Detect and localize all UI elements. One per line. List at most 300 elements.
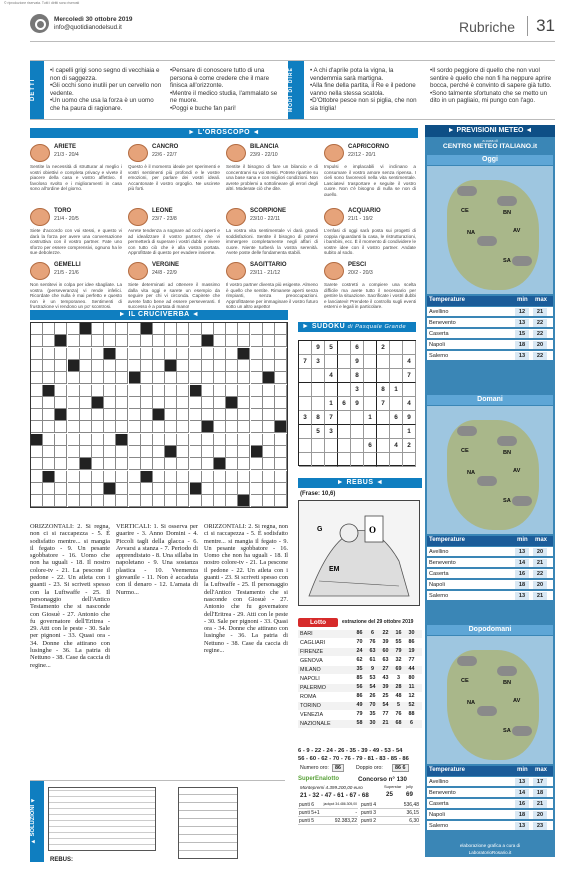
crossword-cell[interactable] [80,385,92,397]
crossword-cell[interactable] [214,385,226,397]
crossword-cell[interactable] [116,483,128,495]
crossword-cell[interactable] [251,434,263,446]
crossword-cell[interactable] [214,471,226,483]
crossword-cell[interactable] [238,471,250,483]
crossword-cell[interactable] [226,471,238,483]
crossword-cell[interactable] [275,335,287,347]
crossword-cell[interactable] [43,335,55,347]
crossword-cell[interactable] [177,385,189,397]
crossword-cell[interactable] [43,446,55,458]
crossword-cell[interactable] [214,483,226,495]
sudoku-cell[interactable] [390,355,403,369]
crossword-cell[interactable] [190,360,202,372]
crossword-cell[interactable] [165,458,177,470]
crossword-cell[interactable] [68,385,80,397]
crossword-cell[interactable] [80,372,92,384]
crossword-cell[interactable] [190,323,202,335]
crossword-cell[interactable] [238,397,250,409]
crossword-cell[interactable] [177,421,189,433]
crossword-cell[interactable] [92,372,104,384]
contact-email[interactable]: info@quotidianodelsud.it [54,24,122,31]
crossword-cell[interactable] [80,495,92,507]
crossword-cell[interactable] [202,471,214,483]
crossword-cell[interactable] [251,397,263,409]
crossword-cell[interactable] [263,385,275,397]
sudoku-cell[interactable] [377,355,390,369]
crossword-cell[interactable] [141,446,153,458]
crossword-cell[interactable] [202,360,214,372]
crossword-cell[interactable] [43,495,55,507]
crossword-cell[interactable] [31,372,43,384]
crossword-cell[interactable] [263,458,275,470]
crossword-cell[interactable] [226,495,238,507]
crossword-cell[interactable] [80,421,92,433]
crossword-cell[interactable] [177,397,189,409]
crossword-cell[interactable] [141,434,153,446]
crossword-cell[interactable] [68,323,80,335]
crossword-cell[interactable] [238,421,250,433]
crossword-cell[interactable] [129,397,141,409]
crossword-cell[interactable] [226,360,238,372]
crossword-cell[interactable] [251,421,263,433]
crossword-cell[interactable] [55,348,67,360]
sudoku-cell[interactable] [312,383,325,397]
sudoku-cell[interactable] [364,383,377,397]
crossword-cell[interactable] [263,335,275,347]
crossword-cell[interactable] [238,446,250,458]
crossword-cell[interactable] [214,360,226,372]
crossword-cell[interactable] [129,323,141,335]
crossword-cell[interactable] [129,360,141,372]
crossword-grid[interactable] [30,322,288,508]
crossword-cell[interactable] [190,397,202,409]
crossword-cell[interactable] [104,434,116,446]
crossword-cell[interactable] [263,323,275,335]
crossword-cell[interactable] [190,495,202,507]
crossword-cell[interactable] [141,495,153,507]
crossword-cell[interactable] [275,471,287,483]
crossword-cell[interactable] [202,385,214,397]
crossword-cell[interactable] [43,409,55,421]
crossword-cell[interactable] [31,409,43,421]
crossword-cell[interactable] [153,348,165,360]
crossword-cell[interactable] [177,409,189,421]
crossword-cell[interactable] [275,397,287,409]
crossword-cell[interactable] [68,372,80,384]
crossword-cell[interactable] [43,348,55,360]
crossword-cell[interactable] [153,372,165,384]
crossword-cell[interactable] [68,471,80,483]
crossword-cell[interactable] [165,397,177,409]
crossword-cell[interactable] [238,434,250,446]
crossword-cell[interactable] [226,483,238,495]
sudoku-cell[interactable] [364,397,377,411]
sudoku-cell[interactable] [377,439,390,453]
crossword-cell[interactable] [92,409,104,421]
crossword-cell[interactable] [129,348,141,360]
crossword-cell[interactable] [92,495,104,507]
crossword-cell[interactable] [153,335,165,347]
sudoku-cell[interactable] [390,453,403,467]
sudoku-cell[interactable] [299,439,312,453]
crossword-cell[interactable] [251,335,263,347]
crossword-cell[interactable] [129,385,141,397]
crossword-cell[interactable] [251,458,263,470]
crossword-cell[interactable] [263,360,275,372]
crossword-cell[interactable] [153,446,165,458]
crossword-cell[interactable] [55,397,67,409]
crossword-cell[interactable] [214,323,226,335]
crossword-cell[interactable] [202,409,214,421]
crossword-cell[interactable] [251,360,263,372]
sudoku-cell[interactable] [338,425,351,439]
crossword-cell[interactable] [177,483,189,495]
crossword-cell[interactable] [141,385,153,397]
crossword-cell[interactable] [275,372,287,384]
crossword-cell[interactable] [202,434,214,446]
crossword-cell[interactable] [31,471,43,483]
crossword-cell[interactable] [214,372,226,384]
crossword-cell[interactable] [226,372,238,384]
crossword-cell[interactable] [202,446,214,458]
sudoku-cell[interactable] [312,369,325,383]
crossword-cell[interactable] [104,397,116,409]
sudoku-cell[interactable] [351,425,364,439]
crossword-cell[interactable] [165,323,177,335]
crossword-cell[interactable] [68,348,80,360]
crossword-cell[interactable] [116,335,128,347]
crossword-cell[interactable] [104,360,116,372]
crossword-cell[interactable] [31,421,43,433]
crossword-cell[interactable] [238,409,250,421]
crossword-cell[interactable] [31,385,43,397]
crossword-cell[interactable] [129,483,141,495]
sudoku-cell[interactable] [390,369,403,383]
crossword-cell[interactable] [92,385,104,397]
crossword-cell[interactable] [31,397,43,409]
crossword-cell[interactable] [263,471,275,483]
crossword-cell[interactable] [226,335,238,347]
crossword-cell[interactable] [275,446,287,458]
crossword-cell[interactable] [141,483,153,495]
sudoku-cell[interactable] [325,355,338,369]
crossword-cell[interactable] [153,471,165,483]
crossword-cell[interactable] [116,348,128,360]
sudoku-cell[interactable] [338,369,351,383]
crossword-cell[interactable] [80,483,92,495]
crossword-cell[interactable] [165,471,177,483]
crossword-cell[interactable] [251,409,263,421]
crossword-cell[interactable] [263,434,275,446]
crossword-cell[interactable] [55,360,67,372]
crossword-cell[interactable] [214,335,226,347]
crossword-cell[interactable] [68,483,80,495]
crossword-cell[interactable] [214,409,226,421]
crossword-cell[interactable] [202,348,214,360]
crossword-cell[interactable] [129,458,141,470]
crossword-cell[interactable] [31,446,43,458]
crossword-cell[interactable] [43,323,55,335]
crossword-cell[interactable] [153,385,165,397]
sudoku-cell[interactable] [299,383,312,397]
crossword-cell[interactable] [251,348,263,360]
sudoku-cell[interactable] [299,341,312,355]
sudoku-cell[interactable] [338,341,351,355]
crossword-cell[interactable] [238,372,250,384]
crossword-cell[interactable] [80,434,92,446]
crossword-cell[interactable] [165,483,177,495]
crossword-cell[interactable] [141,348,153,360]
crossword-cell[interactable] [92,471,104,483]
sudoku-cell[interactable] [403,341,416,355]
crossword-cell[interactable] [68,409,80,421]
sudoku-cell[interactable] [403,383,416,397]
crossword-cell[interactable] [177,446,189,458]
crossword-cell[interactable] [55,483,67,495]
crossword-cell[interactable] [226,421,238,433]
crossword-cell[interactable] [190,409,202,421]
crossword-cell[interactable] [31,323,43,335]
crossword-cell[interactable] [31,495,43,507]
crossword-cell[interactable] [104,446,116,458]
crossword-cell[interactable] [80,335,92,347]
sudoku-cell[interactable] [312,439,325,453]
crossword-cell[interactable] [177,495,189,507]
crossword-cell[interactable] [190,446,202,458]
crossword-cell[interactable] [263,483,275,495]
crossword-cell[interactable] [177,458,189,470]
crossword-cell[interactable] [202,483,214,495]
crossword-cell[interactable] [68,458,80,470]
crossword-cell[interactable] [104,471,116,483]
crossword-cell[interactable] [80,409,92,421]
sudoku-cell[interactable] [299,425,312,439]
crossword-cell[interactable] [226,323,238,335]
crossword-cell[interactable] [190,458,202,470]
crossword-cell[interactable] [55,385,67,397]
crossword-cell[interactable] [92,483,104,495]
crossword-cell[interactable] [55,495,67,507]
crossword-cell[interactable] [92,458,104,470]
crossword-cell[interactable] [141,360,153,372]
sudoku-cell[interactable] [338,411,351,425]
crossword-cell[interactable] [263,421,275,433]
crossword-cell[interactable] [141,409,153,421]
crossword-cell[interactable] [43,483,55,495]
crossword-cell[interactable] [129,434,141,446]
crossword-cell[interactable] [251,483,263,495]
crossword-cell[interactable] [80,348,92,360]
sudoku-cell[interactable] [351,439,364,453]
crossword-cell[interactable] [190,348,202,360]
crossword-cell[interactable] [129,335,141,347]
sudoku-cell[interactable] [364,453,377,467]
crossword-cell[interactable] [190,434,202,446]
sudoku-cell[interactable] [377,425,390,439]
crossword-cell[interactable] [275,360,287,372]
crossword-cell[interactable] [55,421,67,433]
crossword-cell[interactable] [116,397,128,409]
crossword-cell[interactable] [92,446,104,458]
crossword-cell[interactable] [275,458,287,470]
crossword-cell[interactable] [263,348,275,360]
crossword-cell[interactable] [153,397,165,409]
sudoku-cell[interactable] [390,397,403,411]
sudoku-cell[interactable] [312,453,325,467]
crossword-cell[interactable] [153,360,165,372]
crossword-cell[interactable] [238,360,250,372]
crossword-cell[interactable] [238,335,250,347]
sudoku-cell[interactable] [338,453,351,467]
crossword-cell[interactable] [116,495,128,507]
crossword-cell[interactable] [129,495,141,507]
crossword-cell[interactable] [202,323,214,335]
crossword-cell[interactable] [165,409,177,421]
crossword-cell[interactable] [104,385,116,397]
crossword-cell[interactable] [251,495,263,507]
crossword-cell[interactable] [190,421,202,433]
crossword-cell[interactable] [177,348,189,360]
sudoku-cell[interactable] [338,439,351,453]
crossword-cell[interactable] [55,434,67,446]
crossword-cell[interactable] [141,397,153,409]
sudoku-cell[interactable] [364,355,377,369]
crossword-cell[interactable] [263,446,275,458]
sudoku-cell[interactable] [377,453,390,467]
crossword-cell[interactable] [104,335,116,347]
crossword-cell[interactable] [68,446,80,458]
crossword-cell[interactable] [116,323,128,335]
sudoku-cell[interactable] [312,397,325,411]
crossword-cell[interactable] [129,409,141,421]
crossword-cell[interactable] [43,434,55,446]
crossword-cell[interactable] [165,335,177,347]
crossword-cell[interactable] [251,385,263,397]
crossword-cell[interactable] [214,495,226,507]
crossword-cell[interactable] [92,348,104,360]
crossword-cell[interactable] [177,471,189,483]
crossword-cell[interactable] [153,458,165,470]
crossword-cell[interactable] [68,495,80,507]
crossword-cell[interactable] [226,458,238,470]
crossword-cell[interactable] [214,446,226,458]
sudoku-cell[interactable] [390,341,403,355]
crossword-cell[interactable] [165,434,177,446]
crossword-cell[interactable] [104,409,116,421]
sudoku-cell[interactable] [364,369,377,383]
crossword-cell[interactable] [55,458,67,470]
crossword-cell[interactable] [165,372,177,384]
crossword-cell[interactable] [92,323,104,335]
sudoku-cell[interactable] [299,369,312,383]
sudoku-cell[interactable] [325,453,338,467]
crossword-cell[interactable] [214,348,226,360]
crossword-cell[interactable] [116,446,128,458]
crossword-cell[interactable] [80,471,92,483]
crossword-cell[interactable] [31,335,43,347]
sudoku-cell[interactable] [351,453,364,467]
crossword-cell[interactable] [263,397,275,409]
crossword-cell[interactable] [275,495,287,507]
crossword-cell[interactable] [104,421,116,433]
crossword-cell[interactable] [275,434,287,446]
crossword-cell[interactable] [226,446,238,458]
crossword-cell[interactable] [153,421,165,433]
crossword-cell[interactable] [238,385,250,397]
crossword-cell[interactable] [153,495,165,507]
crossword-cell[interactable] [141,372,153,384]
crossword-cell[interactable] [263,495,275,507]
crossword-cell[interactable] [275,385,287,397]
crossword-cell[interactable] [251,323,263,335]
sudoku-cell[interactable] [403,453,416,467]
crossword-cell[interactable] [190,372,202,384]
crossword-cell[interactable] [177,434,189,446]
crossword-cell[interactable] [202,458,214,470]
crossword-cell[interactable] [165,421,177,433]
crossword-cell[interactable] [129,421,141,433]
crossword-cell[interactable] [92,335,104,347]
crossword-cell[interactable] [165,348,177,360]
crossword-cell[interactable] [31,348,43,360]
sudoku-cell[interactable] [299,397,312,411]
crossword-cell[interactable] [226,434,238,446]
crossword-cell[interactable] [177,372,189,384]
crossword-cell[interactable] [177,335,189,347]
sudoku-cell[interactable] [325,383,338,397]
crossword-cell[interactable] [177,360,189,372]
crossword-cell[interactable] [104,495,116,507]
sudoku-cell[interactable] [299,453,312,467]
sudoku-cell[interactable] [364,341,377,355]
crossword-cell[interactable] [43,458,55,470]
crossword-cell[interactable] [80,397,92,409]
crossword-cell[interactable] [43,372,55,384]
crossword-cell[interactable] [226,409,238,421]
crossword-cell[interactable] [214,397,226,409]
crossword-cell[interactable] [55,446,67,458]
sudoku-cell[interactable] [377,369,390,383]
crossword-cell[interactable] [214,421,226,433]
crossword-cell[interactable] [55,471,67,483]
crossword-cell[interactable] [238,483,250,495]
sudoku-cell[interactable] [338,355,351,369]
crossword-cell[interactable] [104,372,116,384]
crossword-cell[interactable] [238,458,250,470]
crossword-cell[interactable] [116,458,128,470]
crossword-cell[interactable] [202,372,214,384]
sudoku-cell[interactable] [377,411,390,425]
crossword-cell[interactable] [165,495,177,507]
crossword-cell[interactable] [43,360,55,372]
crossword-cell[interactable] [226,348,238,360]
crossword-cell[interactable] [141,335,153,347]
crossword-cell[interactable] [104,323,116,335]
crossword-cell[interactable] [68,335,80,347]
crossword-cell[interactable] [165,385,177,397]
crossword-cell[interactable] [202,397,214,409]
sudoku-cell[interactable] [390,425,403,439]
crossword-cell[interactable] [129,471,141,483]
sudoku-grid[interactable] [298,340,416,466]
crossword-cell[interactable] [68,434,80,446]
crossword-cell[interactable] [238,323,250,335]
crossword-cell[interactable] [116,471,128,483]
crossword-cell[interactable] [275,409,287,421]
sudoku-cell[interactable] [351,411,364,425]
crossword-cell[interactable] [68,397,80,409]
crossword-cell[interactable] [55,372,67,384]
